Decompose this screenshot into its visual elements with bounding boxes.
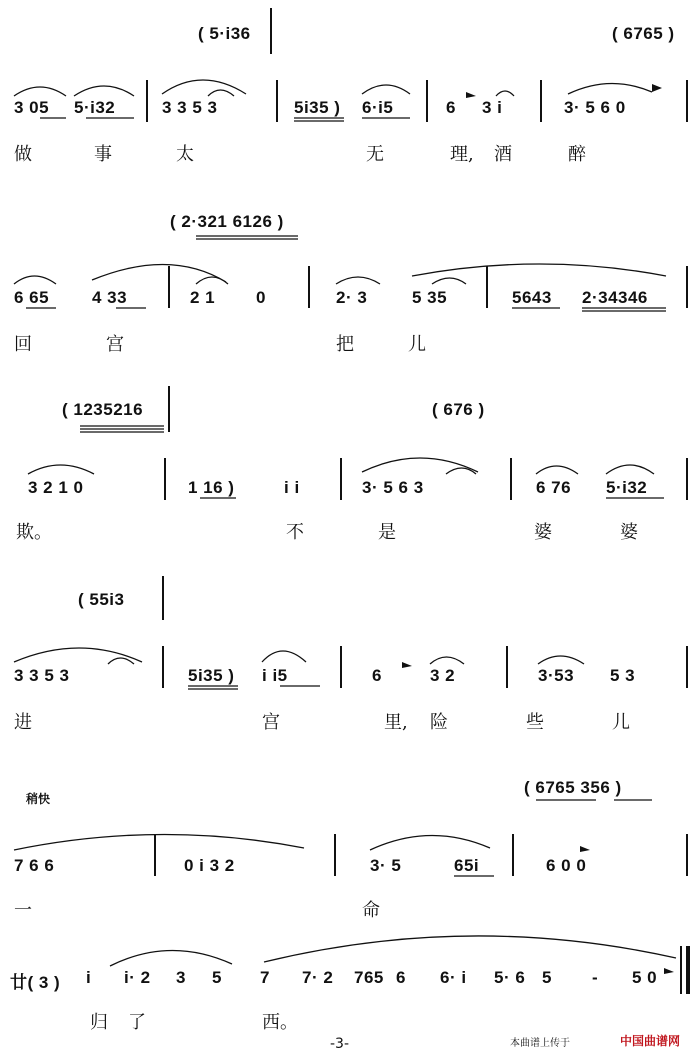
slur	[74, 86, 134, 96]
lyric: 把	[336, 334, 354, 355]
note-group: 3·53	[538, 666, 575, 685]
slur	[28, 465, 94, 474]
cue-phrase: ( 1235216	[62, 400, 144, 419]
note-group: 1 16 )	[188, 478, 235, 497]
lyric: 理,	[450, 144, 474, 165]
lyric: 欺。	[16, 522, 52, 543]
note-group: 765	[354, 968, 384, 987]
lyric: 命	[362, 900, 380, 921]
note-group: 3 3 5 3	[162, 98, 218, 117]
lyric: 婆	[534, 522, 552, 543]
note-group: 6	[372, 666, 382, 685]
cue-phrase: ( 55i3	[78, 590, 125, 609]
note-group: i· 2	[124, 968, 151, 987]
note-group: 4 33	[92, 288, 128, 307]
note-group: 5	[542, 968, 552, 987]
arrow-head	[664, 968, 674, 974]
lyric: 婆	[620, 522, 638, 543]
note-group: 0 i 3 2	[184, 856, 235, 875]
slur	[110, 950, 232, 966]
slur	[14, 834, 304, 850]
arrow-head	[402, 662, 412, 668]
slur	[370, 835, 490, 850]
note-group: 5·i32	[606, 478, 648, 497]
slur	[538, 656, 584, 664]
slur	[92, 264, 226, 282]
note-group: 5i35 )	[188, 666, 235, 685]
lyric: 一	[14, 900, 32, 921]
slur	[162, 80, 246, 94]
lyric: 些	[526, 712, 544, 733]
note-group: 6·i5	[362, 98, 394, 117]
note-group: 65i	[454, 856, 480, 875]
cue-phrase: ( 2·321 6126 )	[170, 212, 284, 231]
slur	[264, 936, 676, 962]
note-group: 5 0	[632, 968, 658, 987]
cue-phrase: ( 5·i36	[198, 24, 251, 43]
slur	[496, 91, 514, 96]
note-group: i i5	[262, 666, 288, 685]
lyric: 险	[430, 712, 448, 733]
lyric: 宫	[106, 334, 124, 355]
lyric: 事	[94, 144, 112, 165]
lyric: 儿	[408, 334, 426, 355]
lyric: 儿	[612, 712, 630, 733]
note-group: 3· 5	[370, 856, 402, 875]
note-group: 6 0 0	[546, 856, 587, 875]
note-group: 3 2 1 0	[28, 478, 84, 497]
slur	[412, 264, 666, 276]
note-group: i i	[284, 478, 300, 497]
note-group: 6	[446, 98, 456, 117]
note-group: 5 3	[610, 666, 636, 685]
arrow-head	[580, 846, 590, 852]
slur	[568, 83, 652, 94]
note-group: 3 2	[430, 666, 456, 685]
slur	[362, 458, 478, 472]
note-group: 5· 6	[494, 968, 526, 987]
slur	[430, 657, 464, 664]
note-group: 2·34346	[582, 288, 648, 307]
slur	[14, 87, 66, 96]
slur	[262, 651, 306, 662]
lyric: 西。	[262, 1012, 298, 1033]
site-logo: 中国曲谱网	[620, 1034, 681, 1048]
lyric: 了	[128, 1012, 146, 1033]
lyric: 回	[14, 334, 32, 355]
lyric: 进	[14, 712, 32, 733]
lyric: 里,	[384, 712, 408, 733]
note-group: 3	[176, 968, 186, 987]
note-group: 6 76	[536, 478, 572, 497]
slur	[336, 277, 380, 284]
slur	[536, 466, 578, 474]
note-group: 7· 2	[302, 968, 334, 987]
cue-phrase: ( 6765 )	[612, 24, 675, 43]
slur	[208, 90, 234, 96]
note-group: 7 6 6	[14, 856, 55, 875]
lyric: 太	[176, 144, 194, 165]
slur	[362, 85, 410, 94]
note-group: 5	[212, 968, 222, 987]
note-group: 7	[260, 968, 270, 987]
slur	[196, 277, 228, 284]
note-group: 5i35 )	[294, 98, 341, 117]
note-group: 6· i	[440, 968, 467, 987]
lyric: 做	[14, 144, 32, 165]
note-group: 6 65	[14, 288, 50, 307]
cue-phrase: ( 676 )	[432, 400, 485, 419]
upload-note: 本曲谱上传于	[510, 1038, 570, 1049]
note-group: 5 35	[412, 288, 448, 307]
lyric: 是	[378, 522, 396, 543]
note-group: 2· 3	[336, 288, 368, 307]
note-group: 0	[256, 288, 266, 307]
slur	[432, 278, 466, 284]
note-group: 廿( 3 )	[10, 973, 61, 992]
note-group: 6	[396, 968, 406, 987]
note-group: 5·i32	[74, 98, 116, 117]
note-group: 3 05	[14, 98, 50, 117]
cue-phrase: ( 6765 356 )	[524, 778, 622, 797]
arrow-head	[652, 84, 662, 92]
note-group: 3 i	[482, 98, 503, 117]
arrow-head	[466, 92, 476, 98]
lyric: 无	[366, 144, 384, 165]
note-group: -	[592, 968, 599, 987]
note-group: 3· 5 6 3	[362, 478, 424, 497]
lyric: 不	[286, 522, 304, 543]
note-group: i	[86, 968, 92, 987]
note-group: 3· 5 6 0	[564, 98, 626, 117]
slur	[108, 658, 134, 664]
lyric: 宫	[262, 712, 280, 733]
note-group: 3 3 5 3	[14, 666, 70, 685]
note-group: 2 1	[190, 288, 216, 307]
lyric: 酒	[494, 144, 512, 165]
tempo-marking: 稍快	[26, 792, 51, 806]
slur	[606, 465, 654, 474]
note-group: 5643	[512, 288, 552, 307]
page-number: -3-	[330, 1036, 350, 1052]
slur	[14, 276, 56, 284]
slur	[14, 648, 142, 662]
lyric: 归	[90, 1012, 108, 1033]
lyric: 醉	[568, 144, 586, 165]
